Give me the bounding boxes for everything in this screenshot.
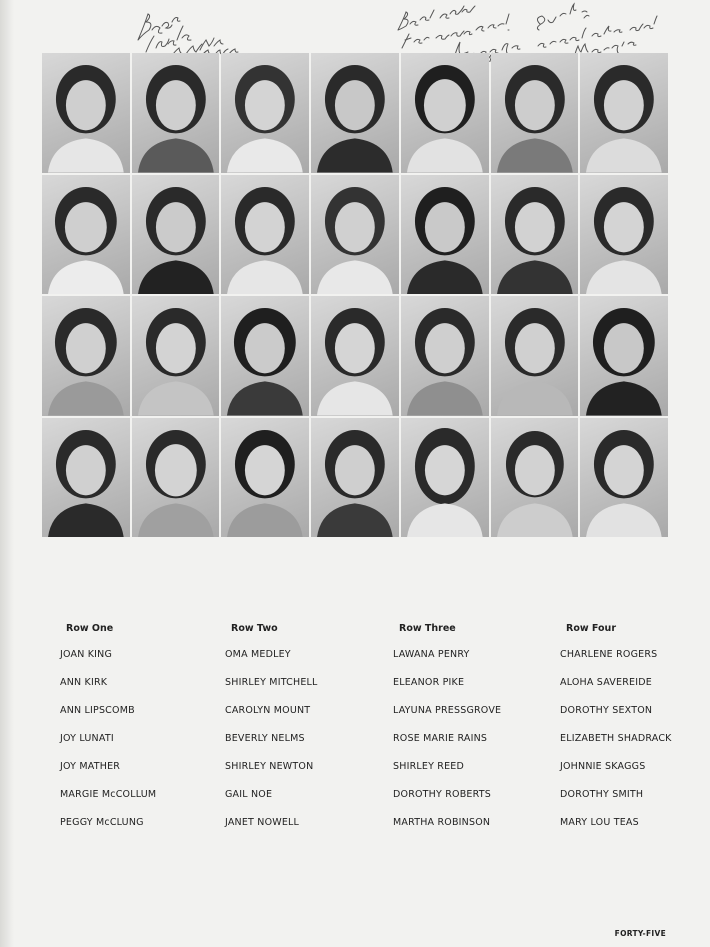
page-number: FORTY-FIVE: [614, 929, 666, 938]
portrait-photo: [221, 296, 309, 416]
portrait-photo: [491, 418, 579, 538]
portrait-photo: [580, 418, 668, 538]
portrait-photo: [311, 175, 399, 295]
portrait-photo: [42, 418, 130, 538]
student-name: JOY LUNATI: [60, 733, 114, 744]
column-heading: Row Four: [566, 623, 617, 634]
roster-column-row-three: [393, 622, 553, 846]
portrait-photo: [311, 53, 399, 173]
column-heading: Row One: [66, 623, 114, 634]
roster-column-row-one: [60, 622, 220, 846]
portrait-photo: [401, 296, 489, 416]
student-name: MARY LOU TEAS: [560, 817, 639, 828]
portrait-photo: [491, 53, 579, 173]
portrait-photo: [42, 175, 130, 295]
student-name: MARGIE McCOLLUM: [60, 789, 157, 800]
portrait-photo: [401, 175, 489, 295]
student-name: JANET NOWELL: [225, 817, 300, 828]
portrait-photo: [311, 418, 399, 538]
portrait-photo: [491, 296, 579, 416]
portrait-photo: [580, 175, 668, 295]
student-name: LAYUNA PRESSGROVE: [393, 705, 502, 716]
student-name: JOY MATHER: [60, 761, 121, 772]
student-name: SHIRLEY MITCHELL: [225, 677, 318, 688]
student-name: ROSE MARIE RAINS: [393, 733, 488, 744]
portrait-photo: [132, 296, 220, 416]
student-name: ELEANOR PIKE: [393, 677, 465, 688]
student-name: SHIRLEY NEWTON: [225, 761, 314, 772]
student-name: GAIL NOE: [225, 789, 273, 800]
page-binding-edge: [0, 0, 14, 947]
student-name: ALOHA SAVEREIDE: [560, 677, 652, 688]
portrait-photo: [491, 175, 579, 295]
portrait-photo: [132, 175, 220, 295]
handwritten-inscriptions: [0, 0, 710, 60]
portrait-photo: [221, 175, 309, 295]
portrait-grid: [42, 53, 668, 537]
roster-column-row-four: [560, 622, 710, 846]
portrait-photo: [311, 296, 399, 416]
column-heading: Row Two: [231, 623, 278, 634]
portrait-photo: [580, 296, 668, 416]
portrait-photo: [132, 418, 220, 538]
student-name: ANN KIRK: [60, 677, 108, 688]
portrait-photo: [401, 53, 489, 173]
student-name: LAWANA PENRY: [393, 649, 470, 660]
portrait-photo: [401, 418, 489, 538]
student-name: BEVERLY NELMS: [225, 733, 305, 744]
student-name: JOAN KING: [60, 649, 113, 660]
student-name: DOROTHY SMITH: [560, 789, 644, 800]
portrait-photo: [42, 53, 130, 173]
portrait-photo: [221, 418, 309, 538]
student-name: ELIZABETH SHADRACK: [560, 733, 672, 744]
student-name: SHIRLEY REED: [393, 761, 465, 772]
student-name: CAROLYN MOUNT: [225, 705, 311, 716]
column-heading: Row Three: [399, 623, 456, 634]
name-roster: [60, 622, 680, 842]
portrait-photo: [580, 53, 668, 173]
student-name: DOROTHY SEXTON: [560, 705, 653, 716]
student-name: OMA MEDLEY: [225, 649, 291, 660]
portrait-photo: [221, 53, 309, 173]
student-name: MARTHA ROBINSON: [393, 817, 491, 828]
portrait-photo: [132, 53, 220, 173]
student-name: ANN LIPSCOMB: [60, 705, 135, 716]
student-name: CHARLENE ROGERS: [560, 649, 658, 660]
roster-column-row-two: [225, 622, 385, 846]
student-name: DOROTHY ROBERTS: [393, 789, 491, 800]
student-name: PEGGY McCLUNG: [60, 817, 144, 828]
portrait-photo: [42, 296, 130, 416]
student-name: JOHNNIE SKAGGS: [560, 761, 646, 772]
